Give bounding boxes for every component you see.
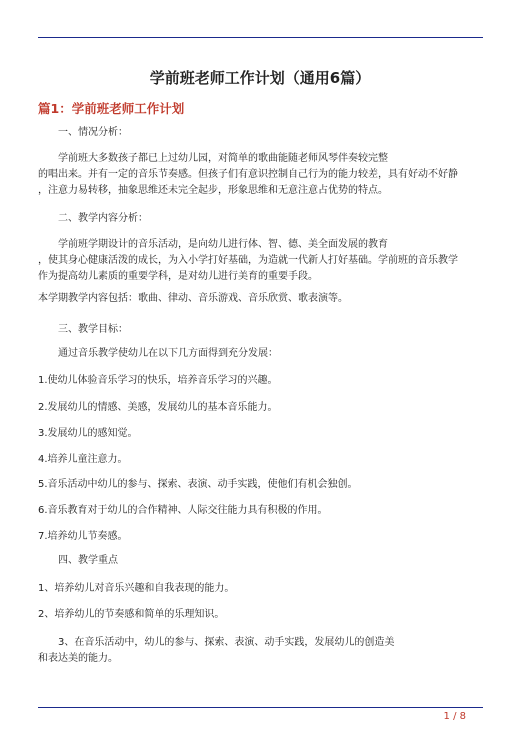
paragraph-line: 1、培养幼儿对音乐兴趣和自我表现的能力。 bbox=[38, 583, 235, 594]
paragraph-line: 1.使幼儿体验音乐学习的快乐，培养音乐学习的兴趣。 bbox=[38, 375, 278, 386]
paragraph-line: 学前班学期设计的音乐活动，是向幼儿进行体、智、德、美全面发展的教育 bbox=[58, 239, 388, 250]
document-title: 学前班老师工作计划（通用6篇） bbox=[149, 69, 371, 87]
page-number: 1 / 8 bbox=[443, 711, 466, 722]
paragraph-line: ，使其身心健康活泼的成长，为入小学打好基础，为造就一代新人打好基础。学前班的音乐教学 bbox=[38, 255, 458, 266]
section-heading: 篇1：学前班老师工作计划 bbox=[38, 101, 185, 116]
paragraph-line: 3.发展幼儿的感知觉。 bbox=[38, 428, 138, 439]
paragraph-line: 一、情况分析： bbox=[58, 127, 128, 138]
footer-rule bbox=[38, 707, 483, 708]
paragraph-line: 三、教学目标： bbox=[58, 324, 128, 335]
paragraph-line: 通过音乐教学使幼儿在以下几方面得到充分发展： bbox=[58, 348, 278, 359]
paragraph-line: ，注意力易转移，抽象思维还未完全起步，形象思维和无意注意占优势的特点。 bbox=[38, 185, 388, 196]
paragraph-line: 的唱出来。并有一定的音乐节奏感。但孩子们有意识控制自己行为的能力较差，具有好动不好静 bbox=[38, 169, 458, 180]
paragraph-line: 2、培养幼儿的节奏感和简单的乐理知识。 bbox=[38, 609, 225, 620]
paragraph-line: 和表达美的能力。 bbox=[38, 653, 118, 664]
paragraph-line: 5.音乐活动中幼儿的参与、探索、表演、动手实践，使他们有机会独创。 bbox=[38, 479, 358, 490]
header-rule bbox=[38, 37, 483, 38]
paragraph-line: 二、教学内容分析： bbox=[58, 213, 148, 224]
paragraph-line: 3、在音乐活动中，幼儿的参与、探索、表演、动手实践，发展幼儿的创造美 bbox=[58, 637, 395, 648]
paragraph-line: 本学期教学内容包括：歌曲、律动、音乐游戏、音乐欣赏、歌表演等。 bbox=[38, 293, 348, 304]
paragraph-line: 作为提高幼儿素质的重要学科，是对幼儿进行美育的重要手段。 bbox=[38, 271, 318, 282]
paragraph-line: 四、教学重点 bbox=[58, 555, 118, 566]
paragraph-line: 2.发展幼儿的情感、美感，发展幼儿的基本音乐能力。 bbox=[38, 402, 278, 413]
paragraph-line: 4.培养儿童注意力。 bbox=[38, 454, 128, 465]
paragraph-line: 7.培养幼儿节奏感。 bbox=[38, 531, 128, 542]
paragraph-line: 6.音乐教育对于幼儿的合作精神、人际交往能力具有积极的作用。 bbox=[38, 505, 328, 516]
paragraph-line: 学前班大多数孩子都已上过幼儿园，对简单的歌曲能随老师风琴伴奏较完整 bbox=[58, 153, 388, 164]
